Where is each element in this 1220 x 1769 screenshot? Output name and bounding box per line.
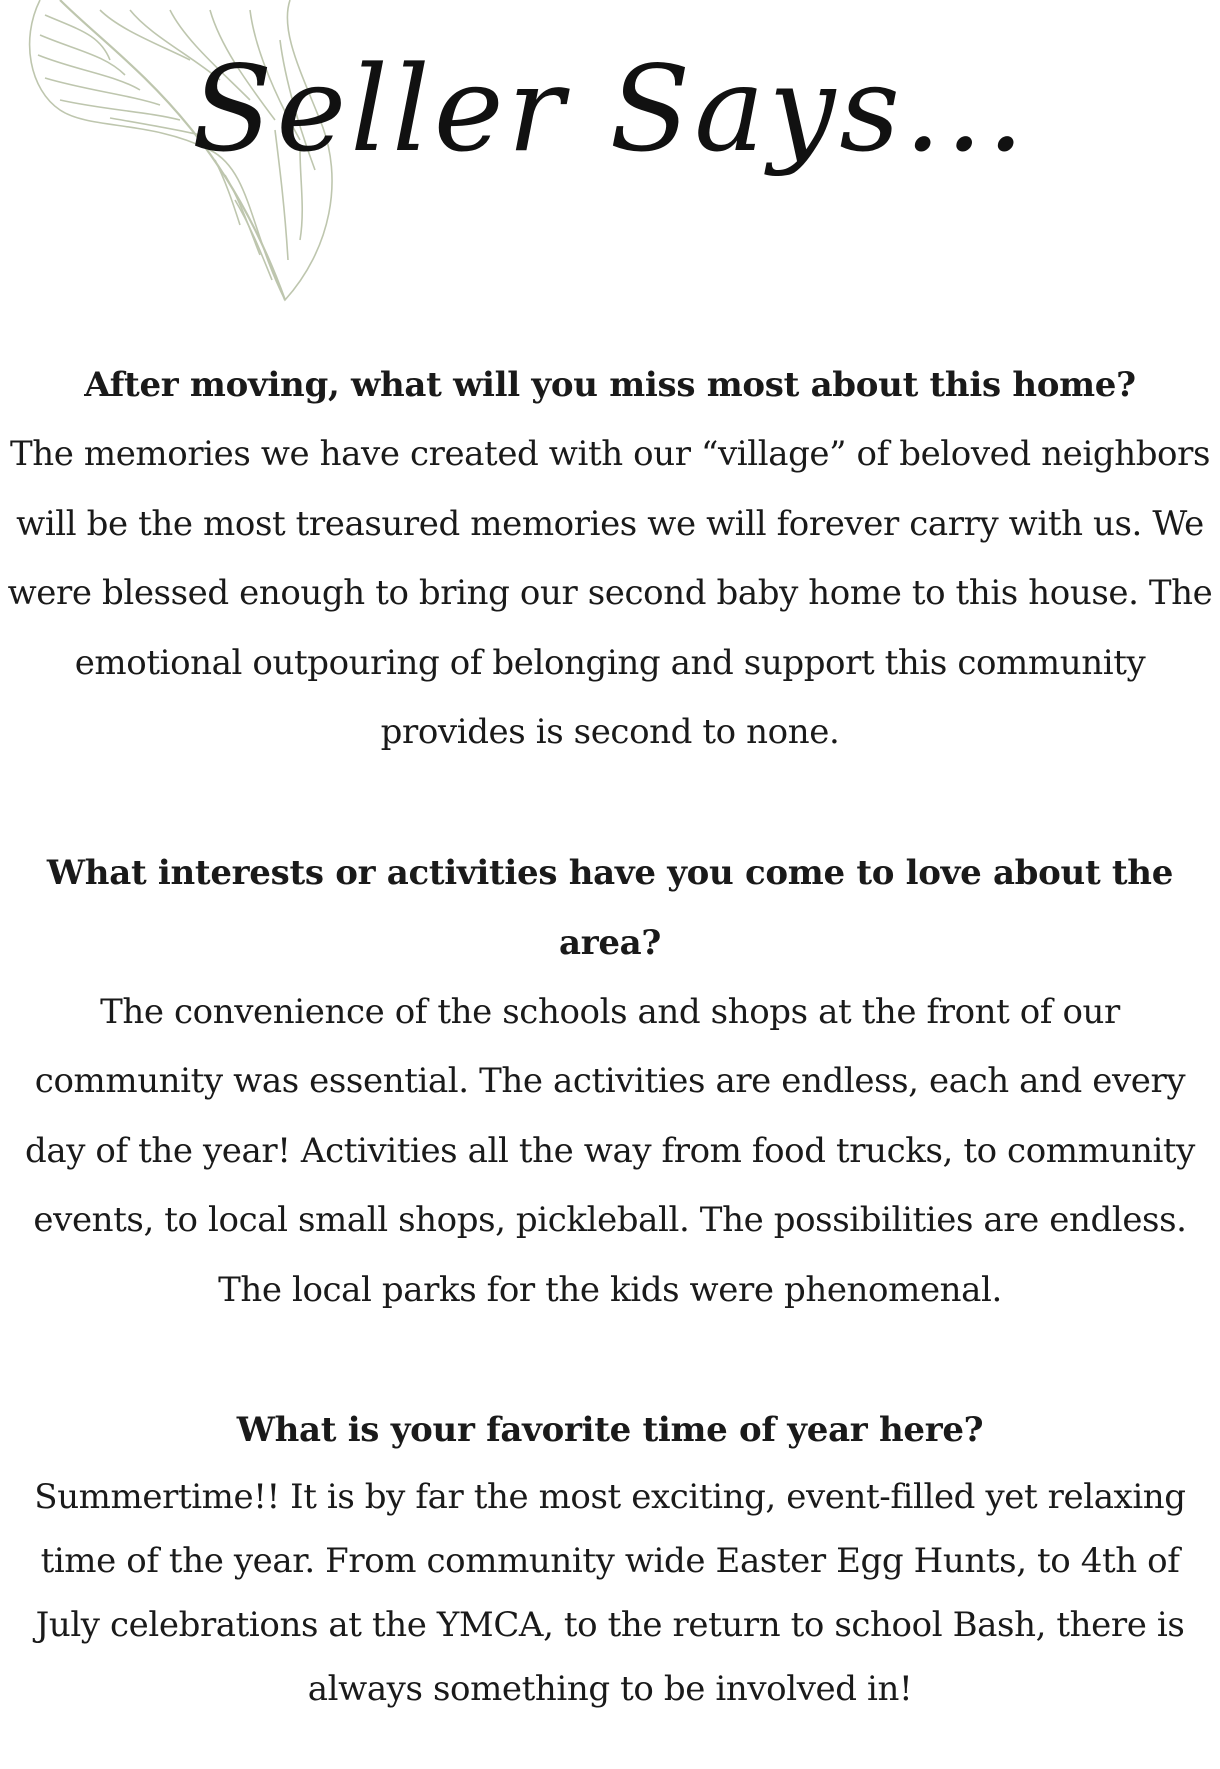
page-title-text: Seller Says... [191,40,1029,178]
question-text: What is your favorite time of year here? [236,1410,984,1450]
question-text: What interests or activities have you come to love about the area? [46,852,1174,963]
qa-item [0,1395,1220,1721]
page-title [0,0,1220,300]
qa-item [0,838,1220,1326]
question-text: After moving, what will you miss most about this home? [84,365,1136,405]
answer-text: The memories we have created with our “village” of beloved neighbors will be the most treasured memories we will forever carry with us. We were blessed enough to bring our second baby home to this house. The emotional outpouring of belonging and support this community provides is second to none. [7,434,1213,752]
answer-text: The convenience of the schools and shops at the front of our community was essential. The activities are endless, each and every day of the year! Activities all the way from food trucks, to community events, to local small shops, pickleball. The possibilities are endless. The local parks for the kids were phenomenal. [24,991,1195,1310]
qa-item [0,350,1220,768]
answer-text: Summertime!! It is by far the most exciting, event-filled yet relaxing time of the year. From community wide Easter Egg Hunts, to 4th of July celebrations at the YMCA, to the return to school Bash, there is always something to be involved in! [34,1477,1186,1709]
qa-section [0,350,1220,1721]
